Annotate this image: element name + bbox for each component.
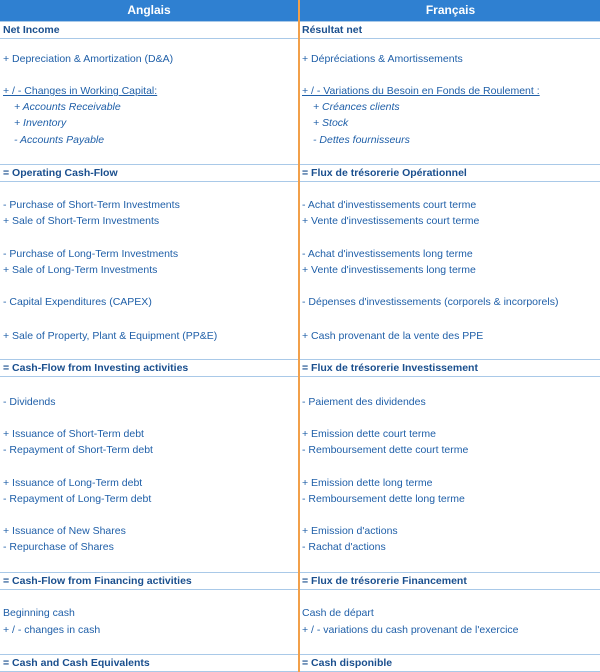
- row-receivable-fr: + Créances clients: [313, 101, 400, 113]
- column-divider: [298, 0, 300, 672]
- row-divider: [0, 589, 600, 590]
- row-beginning-cash-en: Beginning cash: [3, 607, 75, 619]
- row-dividends-fr: - Paiement des dividendes: [302, 396, 426, 408]
- row-issuance-st-debt-en: + Issuance of Short-Term debt: [3, 428, 144, 440]
- row-inventory-en: + Inventory: [14, 117, 67, 129]
- row-issuance-lt-debt-en: + Issuance of Long-Term debt: [3, 477, 143, 489]
- row-ppe-en: + Sale of Property, Plant & Equipment (PP&E): [3, 330, 218, 342]
- row-receivable-en: + Accounts Receivable: [14, 101, 121, 113]
- row-payable-en: - Accounts Payable: [14, 134, 105, 146]
- row-financing-cf-fr: = Flux de trésorerie Financement: [302, 575, 467, 587]
- row-purchase-st-en: - Purchase of Short-Term Investments: [3, 199, 180, 211]
- row-capex-en: - Capital Expenditures (CAPEX): [3, 296, 152, 308]
- row-net-income-en: Net Income: [3, 24, 60, 36]
- row-dividends-en: - Dividends: [3, 396, 56, 408]
- row-inventory-fr: + Stock: [313, 117, 349, 129]
- row-investing-cf-fr: = Flux de trésorerie Investissement: [302, 362, 478, 374]
- row-sale-st-en: + Sale of Short-Term Investments: [3, 215, 160, 227]
- row-issuance-st-debt-fr: + Emission dette court terme: [302, 428, 436, 440]
- row-sale-lt-fr: + Vente d'investissements long terme: [302, 264, 476, 276]
- row-operating-cf-fr: = Flux de trésorerie Opérationnel: [302, 167, 467, 179]
- row-capex-fr: - Dépenses d'investissements (corporels & incorporels): [302, 296, 559, 308]
- table-header: [0, 0, 600, 21]
- row-cash-equivalents-en: = Cash and Cash Equivalents: [3, 657, 150, 669]
- row-da-fr: + Dépréciations & Amortissements: [302, 53, 463, 65]
- row-divider: [0, 376, 600, 377]
- row-purchase-lt-en: - Purchase of Long-Term Investments: [3, 248, 179, 260]
- row-investing-cf-en: = Cash-Flow from Investing activities: [3, 362, 189, 374]
- row-repayment-st-debt-fr: - Remboursement dette court terme: [302, 444, 469, 456]
- row-financing-cf-en: = Cash-Flow from Financing activities: [3, 575, 192, 587]
- header-english: Anglais: [127, 3, 171, 17]
- row-beginning-cash-fr: Cash de départ: [302, 607, 374, 619]
- header-french: Français: [425, 3, 476, 17]
- row-divider: [0, 181, 600, 182]
- row-repurchase-shares-en: - Repurchase of Shares: [3, 541, 114, 553]
- row-purchase-lt-fr: - Achat d'investissements long terme: [302, 248, 473, 260]
- row-payable-fr: - Dettes fournisseurs: [313, 134, 410, 146]
- row-sale-st-fr: + Vente d'investissements court terme: [302, 215, 480, 227]
- row-divider: [0, 164, 600, 165]
- row-net-income-fr: Résultat net: [302, 24, 363, 36]
- row-purchase-st-fr: - Achat d'investissements court terme: [302, 199, 477, 211]
- row-divider: [0, 21, 600, 22]
- row-da-en: + Depreciation & Amortization (D&A): [3, 53, 174, 65]
- row-changes-cash-en: + / - changes in cash: [3, 624, 101, 636]
- row-working-capital-fr: + / - Variations du Besoin en Fonds de Roulement :: [302, 85, 540, 97]
- row-working-capital-en: + / - Changes in Working Capital:: [3, 85, 158, 97]
- row-issuance-shares-fr: + Emission d'actions: [302, 525, 398, 537]
- row-issuance-lt-debt-fr: + Emission dette long terme: [302, 477, 433, 489]
- row-repayment-lt-debt-fr: - Remboursement dette long terme: [302, 493, 465, 505]
- row-repayment-lt-debt-en: - Repayment of Long-Term debt: [3, 493, 152, 505]
- row-divider: [0, 359, 600, 360]
- row-repayment-st-debt-en: - Repayment of Short-Term debt: [3, 444, 153, 456]
- row-divider: [0, 38, 600, 39]
- row-issuance-shares-en: + Issuance of New Shares: [3, 525, 126, 537]
- row-cash-equivalents-fr: = Cash disponible: [302, 657, 393, 669]
- row-repurchase-shares-fr: - Rachat d'actions: [302, 541, 386, 553]
- row-sale-lt-en: + Sale of Long-Term Investments: [3, 264, 158, 276]
- row-operating-cf-en: = Operating Cash-Flow: [3, 167, 118, 179]
- row-divider: [0, 654, 600, 655]
- row-divider: [0, 572, 600, 573]
- row-ppe-fr: + Cash provenant de la vente des PPE: [302, 330, 484, 342]
- row-changes-cash-fr: + / - variations du cash provenant de l'exercice: [302, 624, 519, 636]
